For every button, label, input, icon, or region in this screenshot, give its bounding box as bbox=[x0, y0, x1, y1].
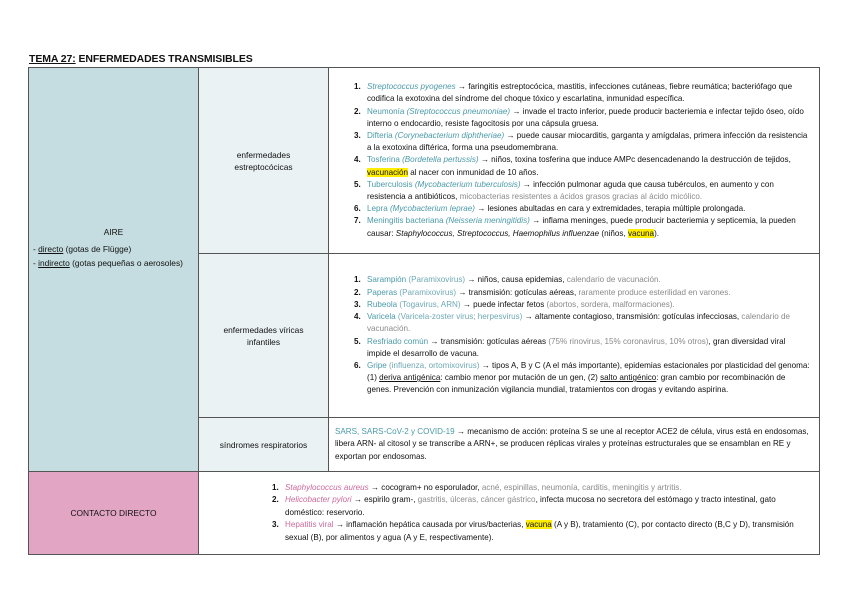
resp-lead: SARS, SARS-CoV-2 y COVID-19 bbox=[335, 427, 455, 437]
aire-cell bbox=[29, 68, 199, 472]
list-item: 2. Paperas (Paramixovirus) → transmisión: gotículas aéreas, raramente produce esterilidad en varones. bbox=[363, 287, 811, 299]
contacto-list bbox=[253, 482, 811, 544]
category-strep: enfermedades estreptocócicas bbox=[199, 68, 329, 254]
list-item: 1. Sarampión (Paramixovirus) → niños, causa epidemias, calendario de vacunación. bbox=[363, 274, 811, 286]
viral-content bbox=[329, 254, 820, 418]
list-item: 4. Varicela (Varicela-zoster virus; herpesvirus) → altamente contagioso, transmisión: gotículas infecciosas, calendario de vacunación. bbox=[363, 311, 811, 335]
list-item: 7. Meningitis bacteriana (Neisseria meningitidis) → inflama meninges, puede producir bacteriemia y septicemia, la pueden causar: Staphylococcus, Streptococcus, Haemophilus influenzae (niños, vacuna). bbox=[363, 215, 811, 239]
disease-table bbox=[28, 67, 820, 555]
resp-content bbox=[329, 418, 820, 472]
list-item: 2. Helicobacter pylori → espirilo gram-, gastritis, úlceras, cáncer gástrico, infecta mucosa no secretora del estómago y tracto intestinal, gato doméstico: reservorio. bbox=[281, 494, 811, 519]
aire-indirecto: - indirecto (gotas pequeñas o aerosoles) bbox=[33, 258, 183, 268]
list-item: 6. Lepra (Mycobacterium leprae) → lesiones abultadas en cara y extremidades, terapia múltiple prolongada. bbox=[363, 203, 811, 215]
list-item: 3. Hepatitis viral → inflamación hepática causada por virus/bacterias, vacuna (A y B), tratamiento (C), por contacto directo (B,C y D), transmisión sexual (B), por alimentos y agua (A y E, respectivamente). bbox=[281, 519, 811, 544]
table-row bbox=[29, 68, 820, 254]
strep-list bbox=[335, 81, 811, 240]
list-item: 5. Tuberculosis (Mycobacterium tuberculosis) → infección pulmonar aguda que causa tubérculos, en aumento y con resistencia a antibióticos, micobacterias resistentes a ácidos grasos gracias al ácido micólico. bbox=[363, 179, 811, 203]
list-item: 6. Gripe (influenza, ortomixovirus) → tipos A, B y C (A el más importante), epidemias estacionales por plasticidad del genoma: (1) deriva antigénica: cambio menor por mutación de un gen, (2) salto antigénico: gran cambio por recombinación de genes. Prevención con inmunización vigilancia mundial, tratamientos con drogas y evitando aspirina. bbox=[363, 360, 811, 397]
aire-heading: AIRE bbox=[103, 227, 124, 237]
list-item: 5. Resfriado común → transmisión: gotículas aéreas (75% rinovirus, 15% coronavirus, 10% otros), gran diversidad viral impide el desarrollo de vacuna. bbox=[363, 336, 811, 360]
list-item: 1. Streptococcus pyogenes → faringitis estreptocócica, mastitis, infecciones cutáneas, fiebre reumática; bacteriófago que codifica la exotoxina del síndrome del choque tóxico y escarlatina, inmunidad específica. bbox=[363, 81, 811, 105]
category-contacto: CONTACTO DIRECTO bbox=[29, 472, 199, 555]
list-item: 4. Tosferina (Bordetella pertussis) → niños, toxina tosferina que induce AMPc desencadenando la destrucción de tejidos, vacunación al nacer con inmunidad de 10 años. bbox=[363, 154, 811, 178]
aire-directo: - directo (gotas de Flügge) bbox=[33, 244, 132, 254]
list-item: 3. Difteria (Corynebacterium diphtheriae) → puede causar miocarditis, garganta y amígdalas, primera infección da resistencia a la exotoxina diftérica, forma una pseudomembrana. bbox=[363, 130, 811, 154]
category-resp: síndromes respiratorios bbox=[199, 418, 329, 472]
resp-text: → mecanismo de acción: proteína S se une al receptor ACE2 de célula, virus está en endosomas, libera ARN- al citosol y se transcribe a ARN+, se producen réplicas virales y proteínas estructurales que se ensamblan en RE y exportan por endosomas. bbox=[335, 427, 809, 461]
table-row bbox=[29, 472, 820, 555]
strep-content bbox=[329, 68, 820, 254]
title-text: ENFERMEDADES TRANSMISIBLES bbox=[75, 53, 253, 65]
category-viral: enfermedades víricas infantiles bbox=[199, 254, 329, 418]
title-prefix: TEMA 27: bbox=[29, 53, 76, 65]
viral-list bbox=[335, 274, 811, 396]
list-item: 1. Staphylococcus aureus → cocogram+ no esporulador, acné, espinillas, neumonía, carditis, meningitis y artritis. bbox=[281, 482, 811, 494]
contacto-content bbox=[199, 472, 820, 555]
list-item: 2. Neumonía (Streptococcus pneumoniae) → invade el tracto inferior, puede producir bacteriemia e infectar tejido óseo, oído interno o endocardio, resiste fagocitosis por una cápsula gruesa. bbox=[363, 106, 811, 130]
list-item: 3. Rubeola (Togavirus, ARN) → puede infectar fetos (abortos, sordera, malformaciones). bbox=[363, 299, 811, 311]
page-title bbox=[29, 53, 253, 65]
